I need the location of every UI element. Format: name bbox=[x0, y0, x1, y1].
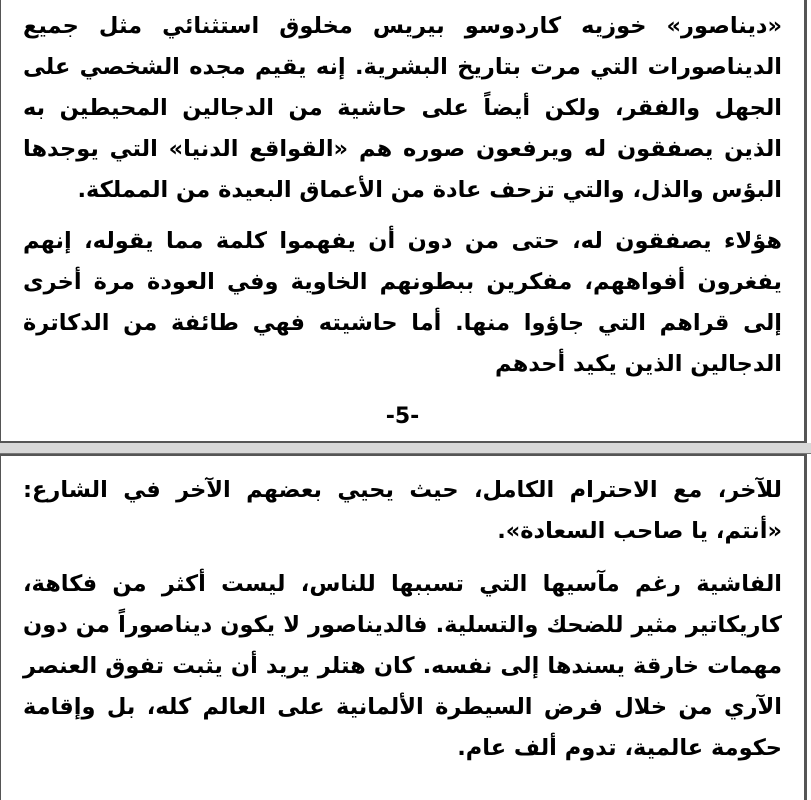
page-6-body bbox=[23, 470, 782, 769]
paragraph: الفاشية رغم مآسيها التي تسببها للناس، ليست أكثر من فكاهة، كاريكاتير مثير للضحك والتسلية. فالديناصور لا يكون ديناصوراً من دون مهمات خارقة يسندها إلى نفسه. كان هتلر يريد أن يثبت تفوق العنصر الآري من خلال فرض السيطرة الألمانية على العالم كله، بل وإقامة حكومة عالمية، تدوم ألف عام. bbox=[23, 571, 782, 761]
page-separator bbox=[0, 443, 811, 454]
page-6 bbox=[0, 454, 807, 800]
page-number: -5- bbox=[385, 404, 420, 429]
page-5-body bbox=[23, 6, 782, 385]
paragraph: «ديناصور» خوزيه كاردوسو بيريس مخلوق استثنائي مثل جميع الديناصورات التي مرت بتاريخ البشرية. إنه يقيم مجده الشخصي على الجهل والفقر، ولكن أيضاً على حاشية من الدجالين المحيطين به الذين يصفقون له ويرفعون صوره هم «القواقع الدنيا» التي يوجدها البؤس والذل، والتي تزحف عادة من الأعماق البعيدة من المملكة. bbox=[23, 13, 782, 203]
paragraph: للآخر، مع الاحترام الكامل، حيث يحيي بعضهم الآخر في الشارع: «أنتم، يا صاحب السعادة». bbox=[23, 477, 782, 544]
paragraph: هؤلاء يصفقون له، حتى من دون أن يفهموا كلمة مما يقوله، إنهم يفغرون أفواههم، مفكرين ببطونهم الخاوية وفي العودة مرة أخرى إلى قراهم التي جاؤوا منها. أما حاشيته فهي طائفة من الدكاترة الدجالين الذين يكيد أحدهم bbox=[23, 228, 782, 377]
